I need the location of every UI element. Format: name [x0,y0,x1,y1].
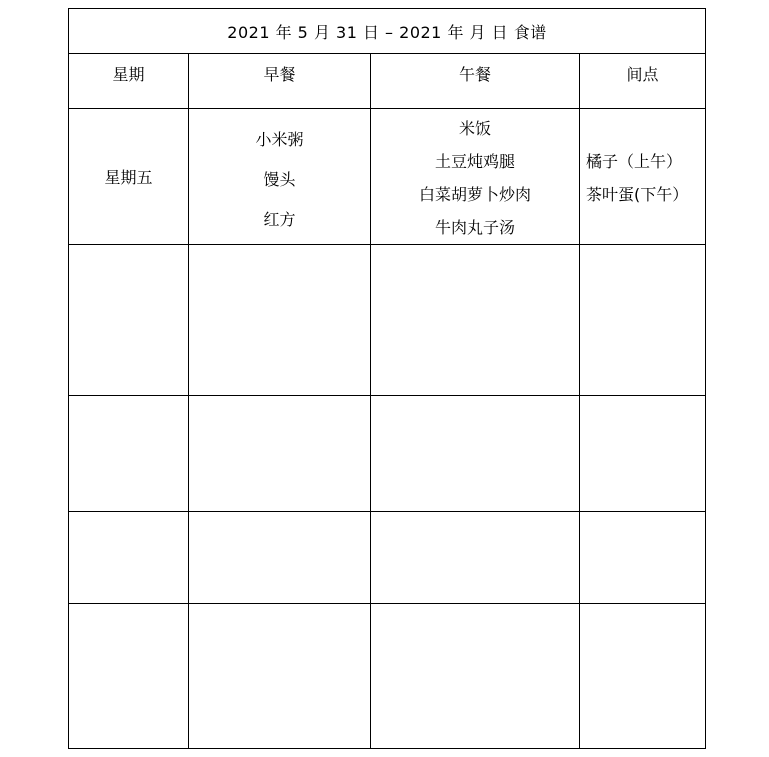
empty-cell [189,245,371,396]
empty-row [69,603,706,748]
empty-cell [580,245,706,396]
menu-table [68,8,706,749]
lunch-item: 土豆炖鸡腿 [434,151,515,171]
empty-cell [69,603,189,748]
breakfast-list [189,123,370,230]
breakfast-item: 馒头 [263,170,296,190]
lunch-item: 白菜胡萝卜炒肉 [418,184,531,204]
empty-cell [69,396,189,511]
empty-cell [580,603,706,748]
breakfast-item: 红方 [263,210,296,230]
empty-cell [69,245,189,396]
lunch-cell [371,109,580,245]
breakfast-item: 小米粥 [255,130,304,150]
header-day: 星期 [69,54,189,109]
header-row [69,54,706,109]
snack-item: 橘子（上午） [586,151,683,171]
menu-title: 2021 年 5 月 31 日 – 2021 年 月 日 食谱 [69,9,706,54]
header-lunch: 午餐 [371,54,580,109]
empty-cell [371,511,580,603]
empty-cell [189,603,371,748]
snack-item: 茶叶蛋(下午） [586,184,689,204]
table-row [69,109,706,245]
empty-cell [371,396,580,511]
empty-cell [580,511,706,603]
empty-cell [371,245,580,396]
title-row [69,9,706,54]
day-cell: 星期五 [69,109,189,245]
empty-cell [189,396,371,511]
empty-row [69,511,706,603]
empty-cell [69,511,189,603]
breakfast-cell [189,109,371,245]
lunch-item: 牛肉丸子汤 [434,217,515,237]
empty-cell [371,603,580,748]
empty-row [69,396,706,511]
snack-cell [580,109,706,245]
empty-cell [189,511,371,603]
lunch-list [371,116,579,238]
snack-list [580,149,705,205]
lunch-item: 米饭 [458,118,491,138]
header-snack: 间点 [580,54,706,109]
header-breakfast: 早餐 [189,54,371,109]
empty-row [69,245,706,396]
empty-cell [580,396,706,511]
